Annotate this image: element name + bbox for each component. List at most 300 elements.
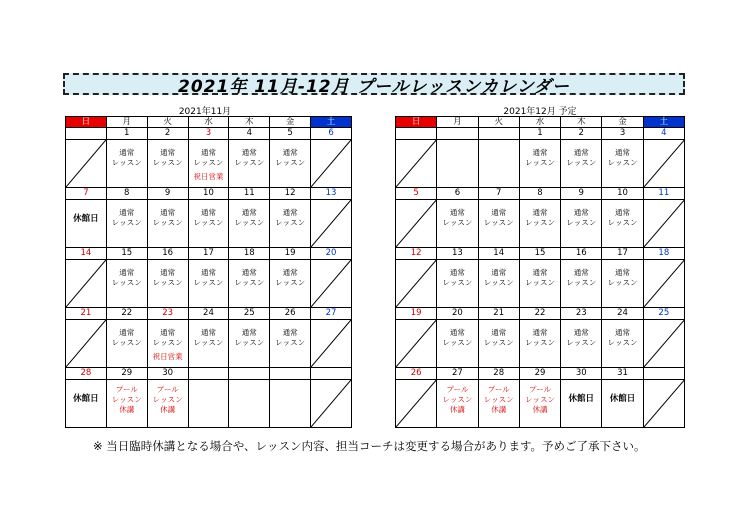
day-number: 22 (107, 308, 147, 320)
lesson-note (437, 260, 477, 288)
lesson-line: 通常 (200, 268, 216, 277)
day-cell (396, 248, 437, 308)
lesson-note (270, 260, 310, 288)
pool-line: 休講 (491, 405, 507, 414)
day-content (107, 140, 147, 187)
day-number: 2 (561, 128, 601, 140)
day-cell (561, 248, 602, 308)
day-content (644, 320, 684, 367)
day-cell (602, 248, 643, 308)
day-content (311, 380, 351, 427)
day-number: 15 (520, 248, 560, 260)
day-content (561, 260, 601, 307)
lesson-line: 通常 (241, 148, 257, 157)
day-content (229, 380, 269, 427)
closed-slash-mark (311, 260, 351, 307)
day-number (479, 128, 519, 140)
day-content (189, 140, 229, 187)
holiday-open-tag: 祝日営業 (152, 352, 183, 361)
day-cell (478, 308, 519, 368)
lesson-line: レッスン (525, 338, 555, 347)
day-number: 7 (479, 188, 519, 200)
lesson-line: 通常 (160, 268, 176, 277)
lesson-line: 通常 (160, 148, 176, 157)
day-number: 1 (520, 128, 560, 140)
day-number: 14 (66, 248, 106, 260)
day-cell (519, 128, 560, 188)
day-cell (229, 128, 270, 188)
lesson-line: 通常 (160, 208, 176, 217)
day-cell (66, 368, 107, 428)
day-content (561, 320, 601, 367)
lesson-note (189, 200, 229, 228)
lesson-line: 通常 (491, 208, 507, 217)
pool-line: プール (115, 385, 138, 394)
day-number: 5 (270, 128, 310, 140)
lesson-note (520, 260, 560, 288)
lesson-note (229, 200, 269, 228)
day-number: 15 (107, 248, 147, 260)
closed-day-label: 休館日 (73, 214, 99, 224)
day-content (396, 140, 436, 187)
day-number: 16 (148, 248, 188, 260)
day-number: 25 (229, 308, 269, 320)
day-cell (478, 128, 519, 188)
day-content (437, 320, 477, 367)
lesson-line: 通常 (449, 328, 465, 337)
lesson-line: 通常 (532, 208, 548, 217)
lesson-line: レッスン (483, 338, 514, 347)
pool-cancel-note (107, 380, 147, 415)
lesson-line: レッスン (234, 278, 265, 287)
day-cell (106, 188, 147, 248)
lesson-line: レッスン (607, 158, 638, 167)
lesson-line: 通常 (282, 208, 298, 217)
weekday-header: 月 (106, 117, 147, 128)
lesson-note (561, 140, 601, 168)
day-cell (519, 368, 560, 428)
day-number: 3 (189, 128, 229, 140)
day-content (311, 140, 351, 187)
lesson-line: 通常 (241, 328, 257, 337)
lesson-note (479, 260, 519, 288)
day-number: 3 (602, 128, 642, 140)
lesson-line: レッスン (193, 278, 224, 287)
day-number: 4 (644, 128, 684, 140)
lesson-line: レッスン (442, 278, 473, 287)
day-number (396, 128, 436, 140)
lesson-line: レッスン (152, 278, 183, 287)
lesson-note (270, 320, 310, 348)
day-cell (396, 128, 437, 188)
day-number: 24 (189, 308, 229, 320)
day-cell (188, 308, 229, 368)
lesson-line: 通常 (615, 268, 631, 277)
pool-line: プール (156, 385, 179, 394)
day-content (561, 380, 601, 427)
lesson-line: 通常 (241, 208, 257, 217)
week-row (396, 248, 685, 308)
lesson-line: レッスン (234, 158, 265, 167)
day-number: 11 (229, 188, 269, 200)
day-cell (106, 368, 147, 428)
lesson-line: 通常 (119, 148, 135, 157)
day-number: 27 (437, 368, 477, 380)
day-number: 11 (644, 188, 684, 200)
lesson-note (561, 200, 601, 228)
lesson-line: レッスン (152, 338, 183, 347)
day-content (66, 320, 106, 367)
day-number: 2 (148, 128, 188, 140)
day-number: 29 (107, 368, 147, 380)
day-cell (188, 128, 229, 188)
weekday-header: 水 (519, 117, 560, 128)
lesson-line: レッスン (607, 338, 638, 347)
lesson-line: レッスン (234, 218, 265, 227)
lesson-note (107, 320, 147, 348)
week-row (396, 308, 685, 368)
day-cell (396, 368, 437, 428)
weekday-header: 火 (478, 117, 519, 128)
day-content (66, 200, 106, 247)
day-content (107, 320, 147, 367)
lesson-line: 通常 (200, 328, 216, 337)
day-cell (66, 308, 107, 368)
day-number: 9 (561, 188, 601, 200)
day-content (602, 260, 642, 307)
day-number: 14 (479, 248, 519, 260)
pool-line: 休講 (119, 405, 135, 414)
closed-slash-mark (644, 200, 684, 247)
lesson-line: レッスン (566, 338, 597, 347)
day-cell (602, 308, 643, 368)
day-cell (188, 188, 229, 248)
day-number: 29 (520, 368, 560, 380)
lesson-line: 通常 (282, 148, 298, 157)
lesson-line: レッスン (525, 278, 555, 287)
day-cell (437, 248, 478, 308)
lesson-note (520, 140, 560, 168)
day-content (437, 200, 477, 247)
day-number: 28 (66, 368, 106, 380)
day-cell (396, 188, 437, 248)
day-number: 10 (602, 188, 642, 200)
day-cell (147, 188, 188, 248)
day-number: 22 (520, 308, 560, 320)
lesson-line: レッスン (193, 218, 224, 227)
lesson-line: 通常 (491, 328, 507, 337)
closed-day-label: 休館日 (73, 394, 99, 404)
day-content (148, 200, 188, 247)
closed-day-label: 休館日 (568, 394, 595, 404)
week-row (396, 128, 685, 188)
lesson-line: レッスン (152, 218, 183, 227)
day-number: 18 (229, 248, 269, 260)
pool-line: プール (528, 385, 552, 394)
day-content (437, 260, 477, 307)
day-cell (437, 308, 478, 368)
lesson-line: レッスン (442, 338, 473, 347)
day-cell (561, 368, 602, 428)
day-number: 21 (66, 308, 106, 320)
day-content (396, 260, 436, 307)
day-cell (147, 128, 188, 188)
day-cell (519, 308, 560, 368)
closed-slash-mark (311, 140, 351, 187)
day-content (520, 200, 560, 247)
lesson-line: レッスン (607, 278, 638, 287)
day-number: 20 (311, 248, 351, 260)
day-content (520, 260, 560, 307)
day-content (479, 320, 519, 367)
pool-line: 休講 (160, 405, 176, 414)
day-cell (229, 188, 270, 248)
weekday-header: 日 (396, 117, 437, 128)
day-cell (643, 368, 684, 428)
day-cell (437, 128, 478, 188)
week-row (66, 248, 352, 308)
day-content (229, 200, 269, 247)
day-content (107, 380, 147, 427)
day-cell (643, 188, 684, 248)
day-cell (311, 368, 352, 428)
day-content (189, 380, 229, 427)
lesson-note (520, 200, 560, 228)
day-cell (602, 188, 643, 248)
pool-line: プール (446, 385, 469, 394)
week-row (396, 188, 685, 248)
pool-line: レッスン (483, 395, 514, 404)
day-cell (602, 128, 643, 188)
holiday-open-tag: 祝日営業 (193, 172, 224, 181)
pool-cancel-note (437, 380, 477, 415)
lesson-line: 通常 (449, 208, 465, 217)
day-cell (561, 128, 602, 188)
day-number: 13 (437, 248, 477, 260)
lesson-line: 通常 (241, 268, 257, 277)
day-number: 17 (189, 248, 229, 260)
closed-slash-mark (396, 380, 436, 427)
lesson-note (189, 320, 229, 348)
day-content (644, 260, 684, 307)
lesson-line: 通常 (449, 268, 465, 277)
day-cell (643, 248, 684, 308)
day-cell (147, 308, 188, 368)
calendar-label-nov: 2021年11月 (178, 107, 232, 117)
day-content (479, 380, 519, 427)
day-number (229, 368, 269, 380)
day-number: 6 (437, 188, 477, 200)
weekday-header: 土 (643, 117, 684, 128)
weekday-header: 木 (229, 117, 270, 128)
day-number: 26 (396, 368, 436, 380)
week-row (66, 368, 352, 428)
day-number: 12 (396, 248, 436, 260)
day-content (66, 140, 106, 187)
lesson-note (520, 320, 560, 348)
day-cell (106, 248, 147, 308)
day-number (189, 368, 229, 380)
lesson-line: 通常 (532, 328, 548, 337)
day-number (270, 368, 310, 380)
day-content (479, 200, 519, 247)
pool-line: レッスン (152, 395, 183, 404)
lesson-line: レッスン (111, 158, 142, 167)
day-content (270, 380, 310, 427)
lesson-line: 通常 (615, 208, 631, 217)
lesson-note (602, 260, 642, 288)
week-row (66, 188, 352, 248)
day-content (396, 380, 436, 427)
weekday-header: 水 (188, 117, 229, 128)
lesson-line: レッスン (566, 278, 597, 287)
pool-cancel-note (520, 380, 560, 415)
lesson-note (189, 260, 229, 288)
lesson-line: 通常 (200, 208, 216, 217)
lesson-note (107, 200, 147, 228)
day-number (66, 128, 106, 140)
lesson-line: レッスン (566, 218, 597, 227)
day-content (396, 200, 436, 247)
day-cell (478, 188, 519, 248)
day-number: 26 (270, 308, 310, 320)
lesson-line: レッスン (275, 338, 306, 347)
day-cell (311, 248, 352, 308)
pool-line: 休講 (532, 405, 548, 414)
lesson-line: 通常 (573, 268, 589, 277)
day-number (644, 368, 684, 380)
day-cell (188, 368, 229, 428)
lesson-line: 通常 (532, 268, 548, 277)
day-number: 10 (189, 188, 229, 200)
day-number: 27 (311, 308, 351, 320)
lesson-line: レッスン (525, 218, 555, 227)
lesson-line: レッスン (275, 218, 306, 227)
closed-slash-mark (396, 140, 436, 187)
lesson-line: 通常 (573, 148, 589, 157)
day-number: 19 (270, 248, 310, 260)
day-content (270, 320, 310, 367)
day-number: 9 (148, 188, 188, 200)
day-content (644, 200, 684, 247)
day-cell (270, 308, 311, 368)
day-content (437, 380, 477, 427)
day-number: 12 (270, 188, 310, 200)
day-content (644, 380, 684, 427)
day-cell (106, 128, 147, 188)
day-cell (270, 188, 311, 248)
lesson-note (229, 260, 269, 288)
day-cell (311, 188, 352, 248)
day-cell (561, 308, 602, 368)
day-content (437, 140, 477, 187)
day-cell (229, 308, 270, 368)
day-content (148, 320, 188, 367)
day-content (311, 320, 351, 367)
day-content (479, 260, 519, 307)
day-content (270, 260, 310, 307)
lesson-note (107, 140, 147, 168)
day-cell (147, 248, 188, 308)
day-content (107, 260, 147, 307)
lesson-note (602, 320, 642, 348)
day-cell (188, 248, 229, 308)
day-cell (602, 368, 643, 428)
pool-line: 休講 (449, 405, 465, 414)
day-number: 25 (644, 308, 684, 320)
lesson-note (229, 320, 269, 348)
day-cell (643, 128, 684, 188)
day-number: 30 (148, 368, 188, 380)
lesson-line: レッスン (193, 338, 224, 347)
day-content (602, 140, 642, 187)
closed-slash-mark (396, 260, 436, 307)
day-number: 21 (479, 308, 519, 320)
footer-note: ※ 当日臨時休講となる場合や、レッスン内容、担当コーチは変更する場合があります。予めご了承下さい。 (93, 439, 646, 453)
lesson-note (270, 200, 310, 228)
day-number: 8 (520, 188, 560, 200)
day-content (270, 140, 310, 187)
day-number: 4 (229, 128, 269, 140)
lesson-note (107, 260, 147, 288)
day-cell (437, 188, 478, 248)
day-cell (270, 128, 311, 188)
day-number (311, 368, 351, 380)
lesson-line: レッスン (483, 278, 514, 287)
day-number: 19 (396, 308, 436, 320)
lesson-line: レッスン (111, 218, 142, 227)
day-content (602, 320, 642, 367)
lesson-note (189, 140, 229, 182)
day-number: 23 (148, 308, 188, 320)
week-row (66, 128, 352, 188)
week-row (66, 308, 352, 368)
day-cell (311, 128, 352, 188)
day-number: 5 (396, 188, 436, 200)
pool-cancel-note (479, 380, 519, 415)
lesson-note (437, 200, 477, 228)
day-content (229, 140, 269, 187)
day-content (189, 320, 229, 367)
day-content (311, 200, 351, 247)
pool-line: レッスン (111, 395, 142, 404)
day-content (148, 140, 188, 187)
closed-slash-mark (66, 320, 106, 367)
page-title: 2021年 11月-12月 プールレッスンカレンダー (178, 76, 570, 97)
day-cell (643, 308, 684, 368)
day-number: 13 (311, 188, 351, 200)
day-cell (106, 308, 147, 368)
pool-line: レッスン (442, 395, 473, 404)
day-content (520, 380, 560, 427)
day-content (66, 380, 106, 427)
lesson-note (602, 200, 642, 228)
day-number: 7 (66, 188, 106, 200)
lesson-line: 通常 (491, 268, 507, 277)
lesson-line: レッスン (152, 158, 183, 167)
lesson-line: レッスン (525, 158, 555, 167)
weekday-header: 月 (437, 117, 478, 128)
closed-day-label: 休館日 (609, 394, 636, 404)
day-number (437, 128, 477, 140)
lesson-note (229, 140, 269, 168)
day-number: 17 (602, 248, 642, 260)
closed-slash-mark (644, 380, 684, 427)
day-content (189, 200, 229, 247)
week-row (396, 368, 685, 428)
lesson-note (561, 320, 601, 348)
day-cell (66, 188, 107, 248)
